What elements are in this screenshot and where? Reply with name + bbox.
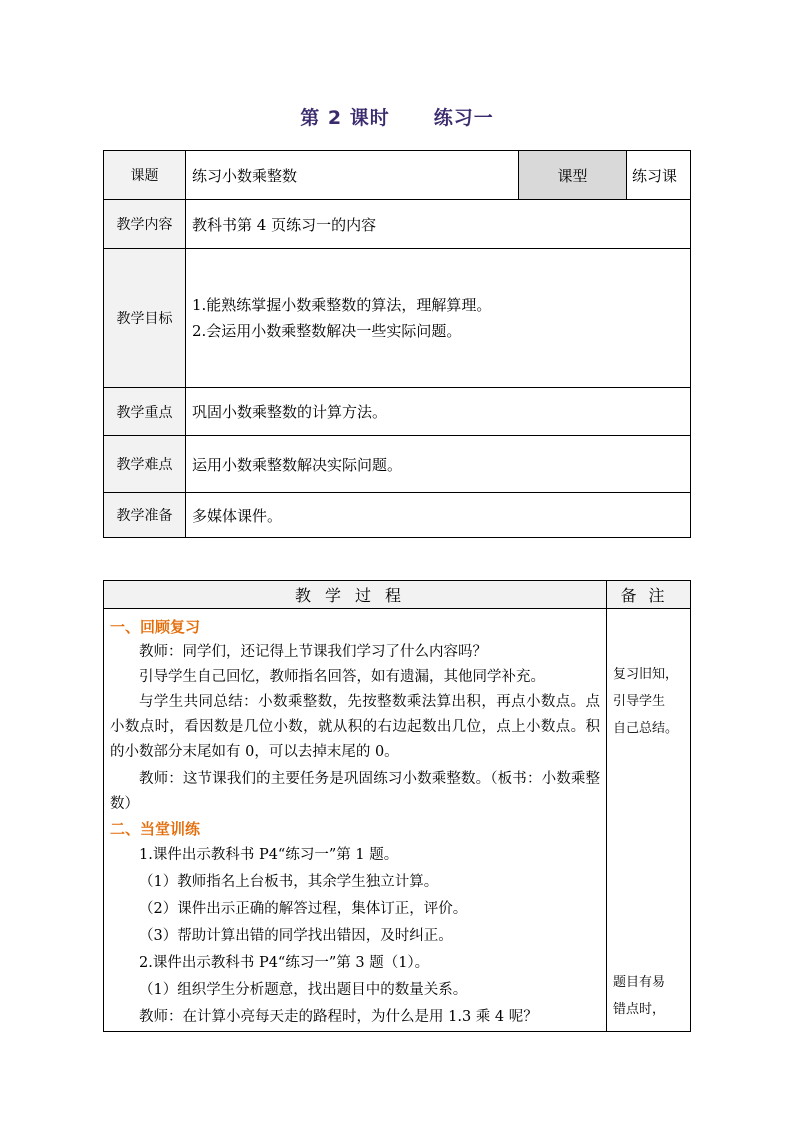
paragraph: （1）教师指名上台板书，其余学生独立计算。	[139, 874, 439, 890]
paragraph: 教师：同学们，还记得上节课我们学习了什么内容吗？	[139, 644, 487, 660]
prep-value: 多媒体课件。	[186, 493, 691, 538]
content-row	[104, 200, 691, 249]
notes-header: 备注	[607, 581, 691, 609]
paragraph: 1.课件出示教科书 P4“练习一”第 1 题。	[139, 847, 399, 863]
goals-value	[186, 249, 691, 388]
goal-item: 1.能熟练掌握小数乘整数的算法，理解算理。	[192, 296, 492, 314]
paragraph: （1）组织学生分析题意，找出题目中的数量关系。	[139, 982, 468, 998]
content-value: 教科书第 4 页练习一的内容	[186, 200, 691, 249]
goal-item: 2.会运用小数乘整数解决一些实际问题。	[192, 322, 462, 340]
difficulty-row	[104, 436, 691, 493]
topic-row	[104, 151, 691, 200]
paragraph: 引导学生自己回忆，教师指名回答，如有遗漏，其他同学补充。	[139, 669, 545, 685]
lesson-number: 第 2 课时	[300, 107, 390, 129]
process-header: 教学过程	[104, 581, 607, 609]
difficulty-value: 运用小数乘整数解决实际问题。	[186, 436, 691, 493]
section-practice-heading: 二、当堂训练	[110, 820, 201, 838]
note-line: 自己总结。	[613, 721, 679, 736]
type-value: 练习课	[627, 151, 691, 200]
process-body-row	[104, 609, 691, 1032]
key-value: 巩固小数乘整数的计算方法。	[186, 388, 691, 436]
goals-row	[104, 249, 691, 388]
type-label: 课型	[519, 151, 627, 200]
goals-label: 教学目标	[104, 249, 186, 388]
process-header-row	[104, 581, 691, 609]
note-line: 错点时，	[613, 1002, 666, 1017]
prep-label: 教学准备	[104, 493, 186, 538]
paragraph: 与学生共同总结：小数乘整数，先按整数乘法算出积，再点小数点。点小数点时，看因数是几位小数，就从积的右边起数出几位，点上小数点。积的小数部分末尾如有 0，可以去掉末尾的 0。	[110, 694, 600, 760]
paragraph: 2.课件出示教科书 P4“练习一”第 3 题（1）。	[139, 955, 430, 971]
lesson-info-table	[103, 150, 691, 538]
key-row	[104, 388, 691, 436]
difficulty-label: 教学难点	[104, 436, 186, 493]
note-line: 引导学生	[613, 694, 666, 709]
paragraph: （3）帮助计算出错的同学找出错因，及时纠正。	[139, 928, 453, 944]
prep-row	[104, 493, 691, 538]
key-label: 教学重点	[104, 388, 186, 436]
notes-column	[607, 609, 691, 1032]
topic-label: 课题	[104, 151, 186, 200]
teaching-process-table	[103, 580, 691, 1032]
paragraph: 教师：在计算小亮每天走的路程时，为什么是用 1.3 乘 4 呢？	[139, 1009, 538, 1025]
paragraph: 教师：这节课我们的主要任务是巩固练习小数乘整数。（板书：小数乘整数）	[110, 771, 600, 812]
lesson-name: 练习一	[433, 107, 494, 129]
note-line: 题目有易	[613, 975, 666, 990]
page-title	[0, 103, 794, 130]
note-line: 复习旧知，	[613, 667, 679, 682]
content-label: 教学内容	[104, 200, 186, 249]
paragraph: （2）课件出示正确的解答过程，集体订正，评价。	[139, 901, 468, 917]
topic-value: 练习小数乘整数	[186, 151, 519, 200]
process-body	[104, 609, 607, 1032]
section-review-heading: 一、回顾复习	[110, 618, 201, 636]
